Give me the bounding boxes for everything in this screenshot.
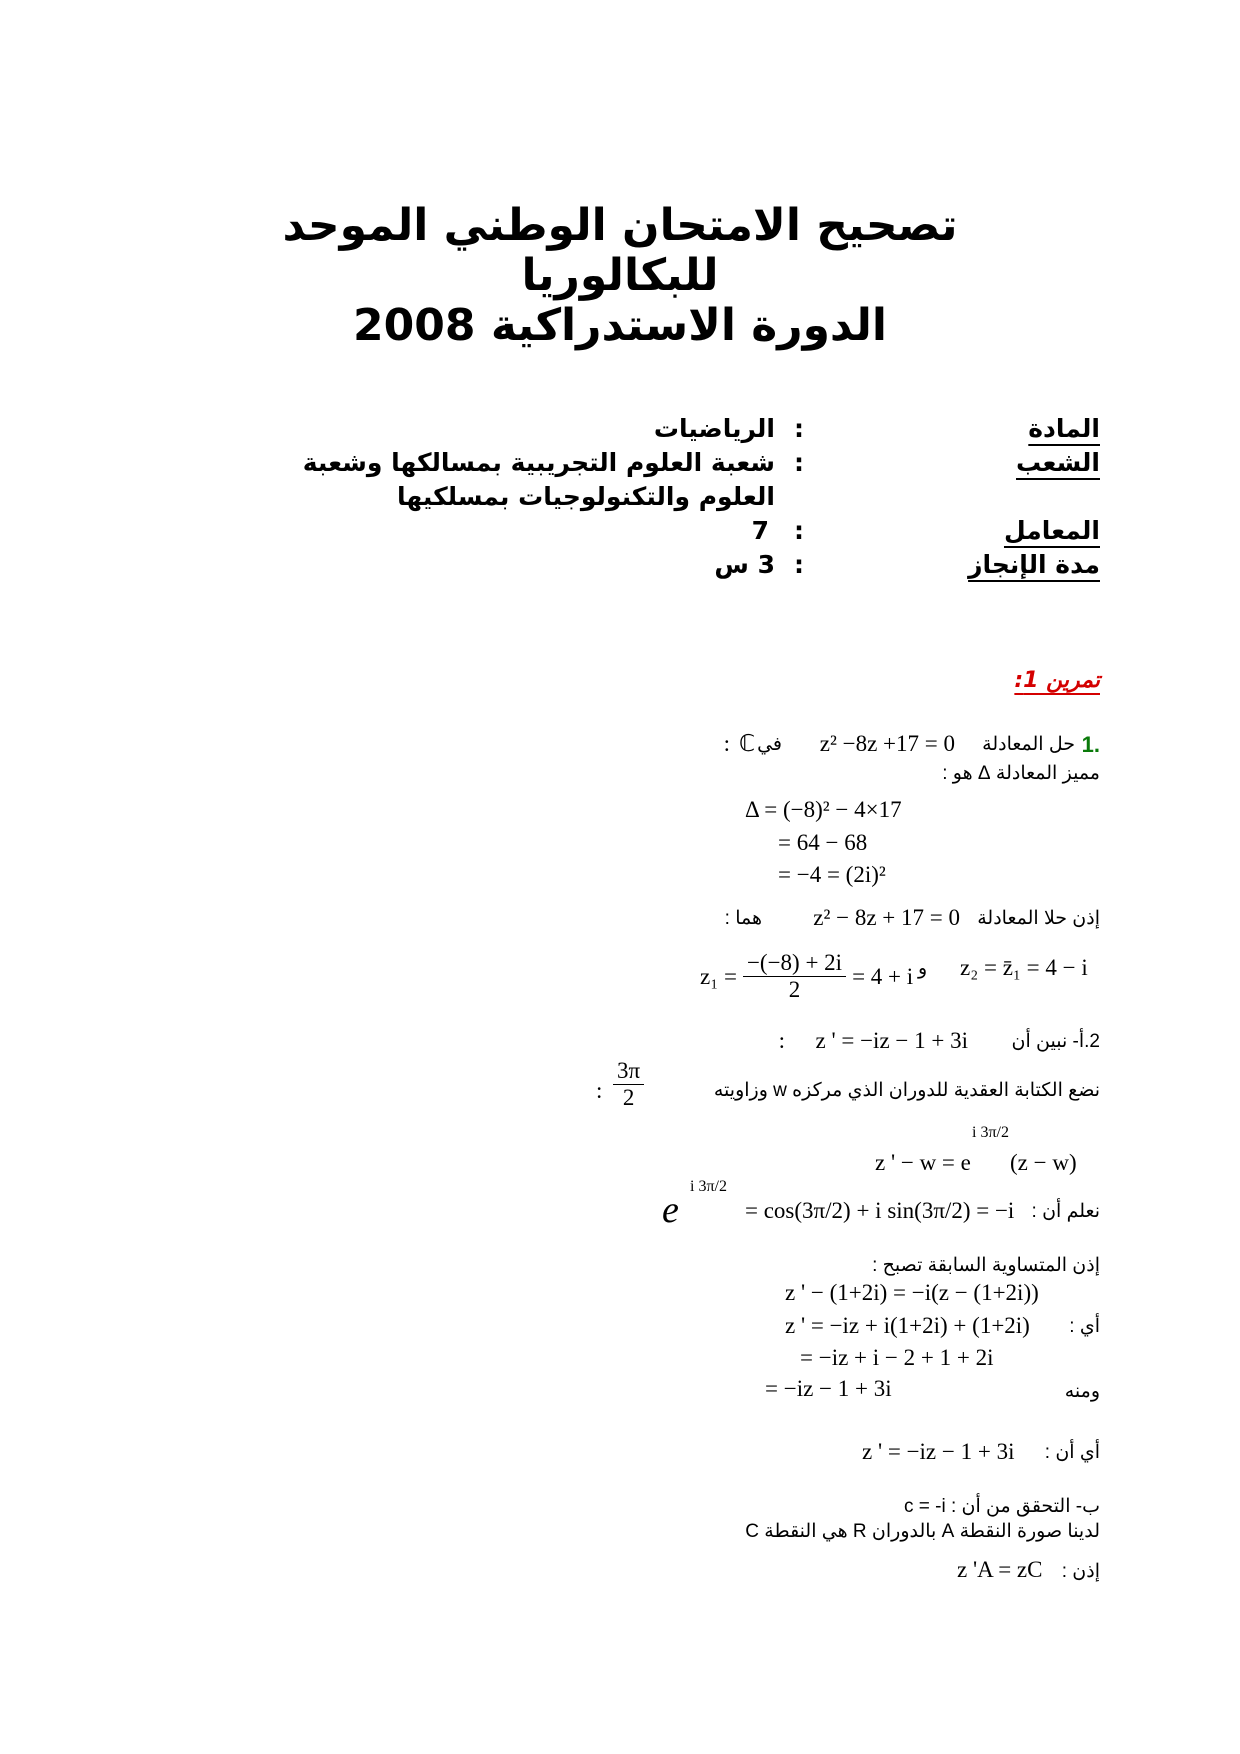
duration-sep: : [794, 550, 810, 579]
z1-denominator: 2 [788, 977, 801, 1002]
ie-label-2: أي أن : [1044, 1442, 1100, 1463]
solutions-intro: إذن حلا المعادلة [977, 908, 1100, 929]
angle-denominator: 2 [622, 1085, 635, 1110]
q1-set: ℂ [738, 731, 755, 756]
rotation-left: z ' − w = e [875, 1150, 971, 1175]
q1-in: في [757, 734, 782, 755]
step-4: = −iz − 1 + 3i [765, 1376, 892, 1401]
delta-line-2: = 64 − 68 [778, 830, 868, 855]
q2a-colon: : [778, 1028, 785, 1053]
branch-key: الشعب [1016, 448, 1100, 477]
subject-value: الرياضيات [653, 414, 775, 443]
image-equation: z 'A = zC [957, 1557, 1043, 1582]
z1-fraction [743, 950, 846, 1003]
coefficient-sep: : [794, 516, 810, 545]
solutions-are: هما : [724, 908, 762, 929]
delta-line-3: = −4 = (2i)² [778, 862, 886, 887]
rotation-right: (z − w) [1010, 1150, 1077, 1175]
euler-base: e [662, 1189, 679, 1231]
euler-identity: = cos(3π/2) + i sin(3π/2) = −i [745, 1198, 1015, 1223]
branch-value-2: العلوم والتكنولوجيات بمسلكيها [396, 482, 775, 511]
duration-value: 3 س [714, 550, 775, 579]
know-label: نعلم أن : [1031, 1201, 1100, 1222]
angle-numerator: 3π [613, 1058, 644, 1085]
subject-key: المادة [1028, 414, 1100, 443]
title-line-3: الدورة الاستدراكية 2008 [353, 300, 887, 351]
q1-colon: : [723, 731, 730, 756]
z2-formula: z₂ = z̄₁ = 4 − i [960, 955, 1088, 980]
becomes-label: إذن المتساوية السابقة تصبح : [872, 1255, 1100, 1276]
title-line-1: تصحيح الامتحان الوطني الموحد [282, 200, 958, 251]
and-word: و [918, 958, 928, 979]
delta-line-1: Δ = (−8)² − 4×17 [745, 797, 902, 822]
q1-number: 1. [1081, 732, 1100, 757]
q1-text: حل المعادلة [982, 734, 1075, 755]
q1-equation: z² −8z +17 = 0 [819, 731, 955, 756]
euler-exponent: i 3π/2 [690, 1178, 727, 1195]
title-line-2: للبكالوريا [521, 250, 719, 301]
q2b-label: ب- التحقق من أن : c = -i [904, 1496, 1100, 1517]
step-1: z ' − (1+2i) = −i(z − (1+2i)) [785, 1280, 1039, 1305]
branch-sep: : [794, 448, 810, 477]
z1-rhs: = 4 + i [852, 963, 914, 989]
solutions-equation: z² − 8z + 17 = 0 [813, 905, 960, 930]
hence-label: ومنه [1064, 1381, 1100, 1402]
rotation-exponent: i 3π/2 [972, 1124, 1009, 1141]
step-2: z ' = −iz + i(1+2i) + (1+2i) [785, 1313, 1030, 1338]
delta-intro: مميز المعادلة Δ هو : [942, 763, 1100, 784]
z1-lhs: z₁ = [700, 963, 737, 989]
exercise-title: تمرين 1: [1014, 668, 1100, 693]
z1-formula [700, 950, 913, 1003]
branch-value-1: شعبة العلوم التجريبية بمسالكها وشعبة [302, 448, 775, 477]
ie-label-1: أي : [1069, 1316, 1100, 1337]
q2a-equation: z ' = −iz − 1 + 3i [815, 1028, 968, 1053]
coefficient-key: المعامل [1003, 516, 1100, 545]
subject-sep: : [794, 414, 810, 443]
final-result: z ' = −iz − 1 + 3i [862, 1439, 1015, 1464]
rotation-intro: نضع الكتابة العقدية للدوران الذي مركزه w وزاويته [713, 1080, 1100, 1101]
z1-numerator: −(−8) + 2i [743, 950, 846, 977]
step-3: = −iz + i − 2 + 1 + 2i [800, 1345, 994, 1370]
angle-fraction [613, 1058, 644, 1111]
duration-key: مدة الإنجاز [968, 550, 1100, 579]
therefore-label: إذن : [1061, 1561, 1100, 1582]
image-line: لدينا صورة النقطة A بالدوران R هي النقطة C [745, 1521, 1100, 1542]
rotation-colon: : [596, 1078, 603, 1103]
coefficient-value: 7 [751, 516, 775, 545]
q2a-label: 2.أ- نبين أن [1011, 1031, 1100, 1052]
